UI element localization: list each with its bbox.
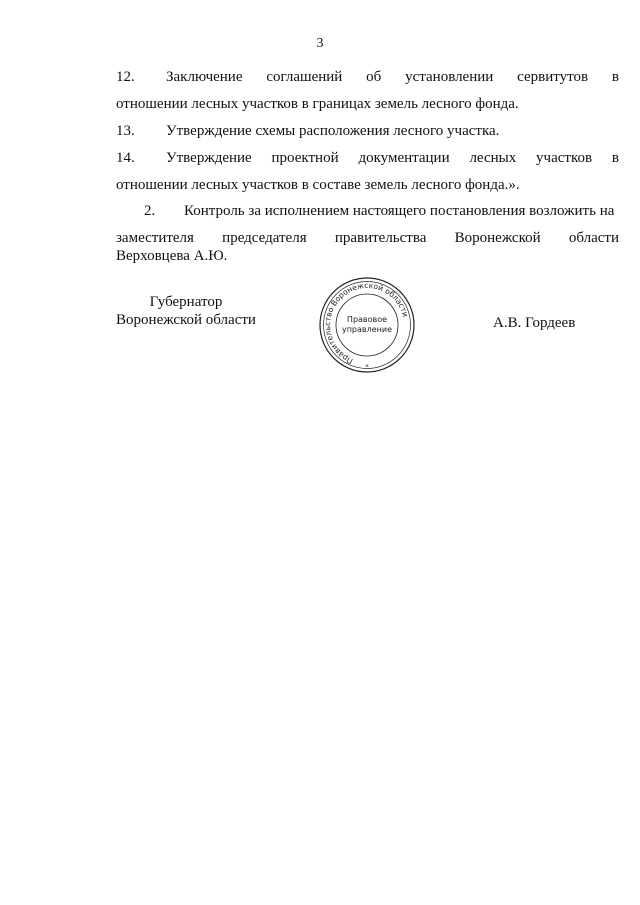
word: Заключение [166,69,243,85]
word: соглашений [266,69,343,85]
word: в [611,150,619,166]
word: области [568,230,619,246]
signer-name: А.В. Гордеев [493,315,576,331]
signature-title-line1: Губернатор [149,294,223,310]
word: Утверждение [166,150,252,166]
official-seal [318,276,416,374]
item-12-line2: отношении лесных участков в границах земель лесного фонда. [116,96,519,112]
point-text: Контроль за исполнением настоящего постановления возложить на [184,203,615,219]
signature-title [116,293,256,329]
word: заместителя [116,230,194,246]
item-number: 13. [116,123,135,139]
point-number: 2. [144,203,156,219]
item-text: Утверждение схемы расположения лесного участка. [166,123,500,139]
word: об [366,69,382,85]
item-number: 14. [116,150,135,166]
word: лесных [469,150,517,166]
item-12-line1 [116,68,619,86]
word: установлении [405,69,494,85]
word: сервитутов [517,69,589,85]
item-number: 12. [116,69,135,85]
point-2-line1 [144,202,620,220]
word: председателя [222,230,307,246]
seal-star: * [365,363,369,371]
word: в [611,69,619,85]
signature-title-line2: Воронежской области [116,312,256,328]
seal-center-line2: управление [341,325,393,334]
word: участков [536,150,593,166]
word: проектной [271,150,339,166]
item-14-line1 [116,149,619,167]
seal-ring-text: Правительство Воронежской области [323,280,411,366]
point-2-line2 [116,229,619,247]
item-14-line2: отношении лесных участков в составе земель лесного фонда.». [116,177,520,193]
point-2-line3: Верховцева А.Ю. [116,248,228,264]
word: документации [358,150,450,166]
seal-center-line1: Правовое [346,315,388,324]
page-number: 3 [316,36,324,51]
item-13-line1 [116,122,619,140]
word: правительства [334,230,427,246]
word: Воронежской [454,230,541,246]
